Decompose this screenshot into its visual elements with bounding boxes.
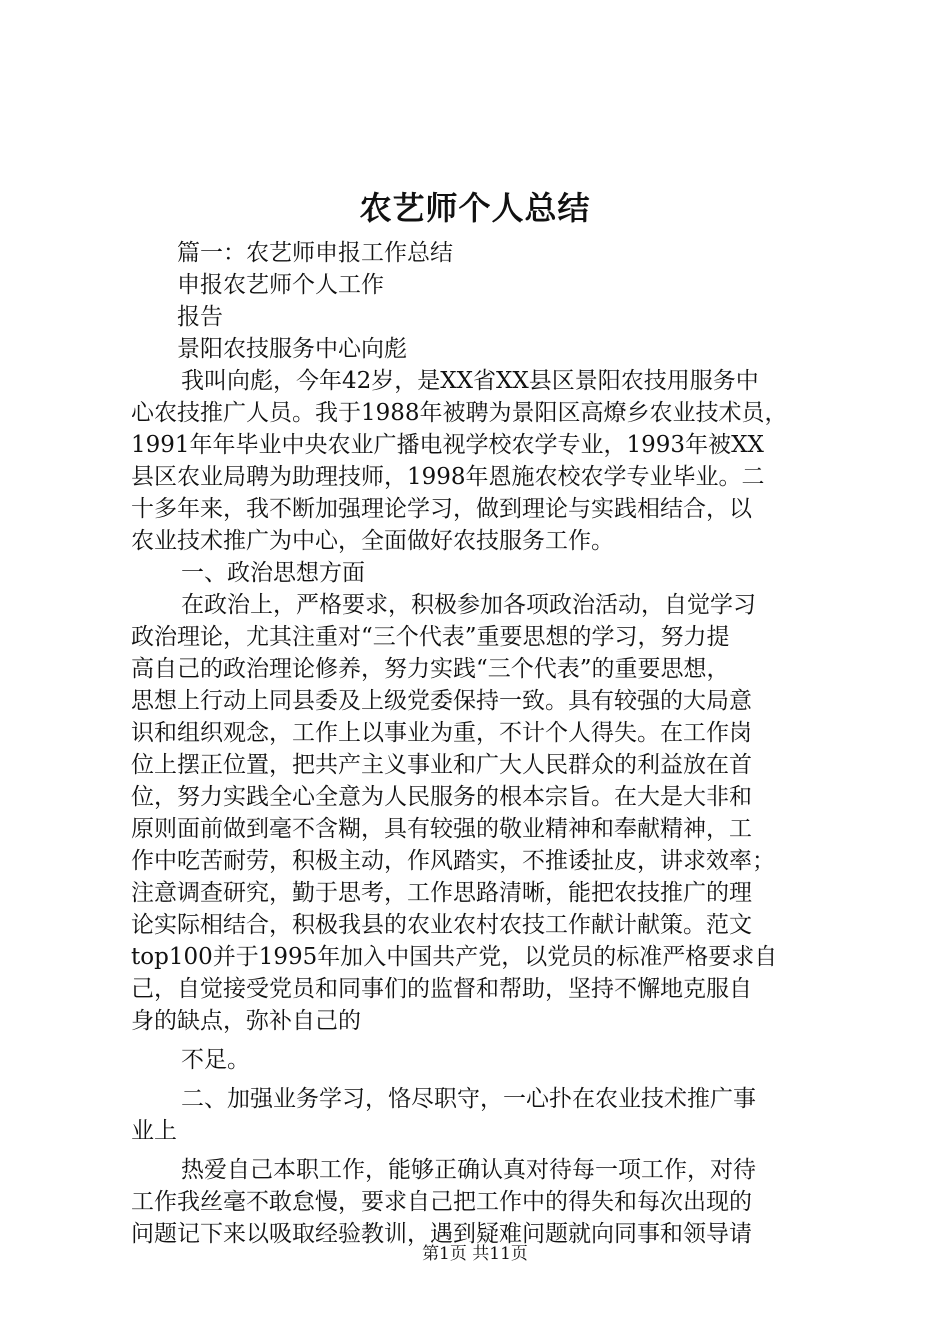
paragraph-line: 问题记下来以吸取经验教训，遇到疑难问题就向同事和领导请 xyxy=(131,1221,752,1247)
paragraph-line: 十多年来，我不断加强理论学习，做到理论与实践相结合，以 xyxy=(131,496,752,522)
paragraph-line: 高自己的政治理论修养，努力实践“三个代表”的重要思想， xyxy=(131,656,730,682)
section-heading: 业上 xyxy=(131,1118,177,1144)
section-heading: 二、加强业务学习，恪尽职守，一心扑在农业技术推广事 xyxy=(181,1086,756,1112)
text-line: 景阳农技服务中心向彪 xyxy=(177,336,407,362)
paragraph-line: 己，自觉接受党员和同事们的监督和帮助，坚持不懈地克服自 xyxy=(131,976,752,1002)
section-heading: 一、政治思想方面 xyxy=(181,560,365,586)
text-line: 报告 xyxy=(177,304,223,330)
paragraph-line: 农业技术推广为中心，全面做好农技服务工作。 xyxy=(131,528,614,554)
paragraph-line: 原则面前做到毫不含糊，具有较强的敬业精神和奉献精神，工 xyxy=(131,816,752,842)
paragraph-line: top100并于1995年加入中国共产党，以党员的标准严格要求自 xyxy=(131,944,778,970)
paragraph-line: 我叫向彪，今年42岁，是XX省XX县区景阳农技用服务中 xyxy=(181,368,759,394)
paragraph-line: 位，努力实践全心全意为人民服务的根本宗旨。在大是大非和 xyxy=(131,784,752,810)
paragraph-line: 心农技推广人员。我于1988年被聘为景阳区高燎乡农业技术员， xyxy=(131,400,788,426)
paragraph-line: 论实际相结合，积极我县的农业农村农技工作献计献策。范文 xyxy=(131,912,752,938)
page-number: 第1页 共11页 xyxy=(422,1244,528,1264)
paragraph-line: 在政治上，严格要求，积极参加各项政治活动，自觉学习 xyxy=(181,592,756,618)
paragraph-line: 政治理论，尤其注重对“三个代表”重要思想的学习，努力提 xyxy=(131,624,730,650)
document-title: 农艺师个人总结 xyxy=(359,189,591,227)
paragraph-line: 识和组织观念，工作上以事业为重，不计个人得失。在工作岗 xyxy=(131,720,752,746)
paragraph-line: 县区农业局聘为助理技师，1998年恩施农校农学专业毕业。二 xyxy=(131,464,765,490)
paragraph-line: 热爱自己本职工作，能够正确认真对待每一项工作，对待 xyxy=(181,1157,756,1183)
paragraph-line: 1991年年毕业中央农业广播电视学校农学专业，1993年被XX xyxy=(131,432,764,458)
paragraph-line: 工作我丝毫不敢怠慢，要求自己把工作中的得失和每次出现的 xyxy=(131,1189,752,1215)
paragraph-line: 作中吃苦耐劳，积极主动，作风踏实，不推诿扯皮，讲求效率； xyxy=(131,848,775,874)
text-line: 申报农艺师个人工作 xyxy=(177,272,384,298)
document-body xyxy=(131,237,831,1250)
paragraph-line: 不足。 xyxy=(181,1047,250,1073)
paragraph-line: 身的缺点，弥补自己的 xyxy=(131,1008,361,1034)
paragraph-line: 思想上行动上同县委及上级党委保持一致。具有较强的大局意 xyxy=(131,688,752,714)
heading-line: 篇一：农艺师申报工作总结 xyxy=(177,240,453,266)
paragraph-line: 注意调查研究，勤于思考，工作思路清晰，能把农技推广的理 xyxy=(131,880,752,906)
paragraph-line: 位上摆正位置，把共产主义事业和广大人民群众的利益放在首 xyxy=(131,752,752,778)
